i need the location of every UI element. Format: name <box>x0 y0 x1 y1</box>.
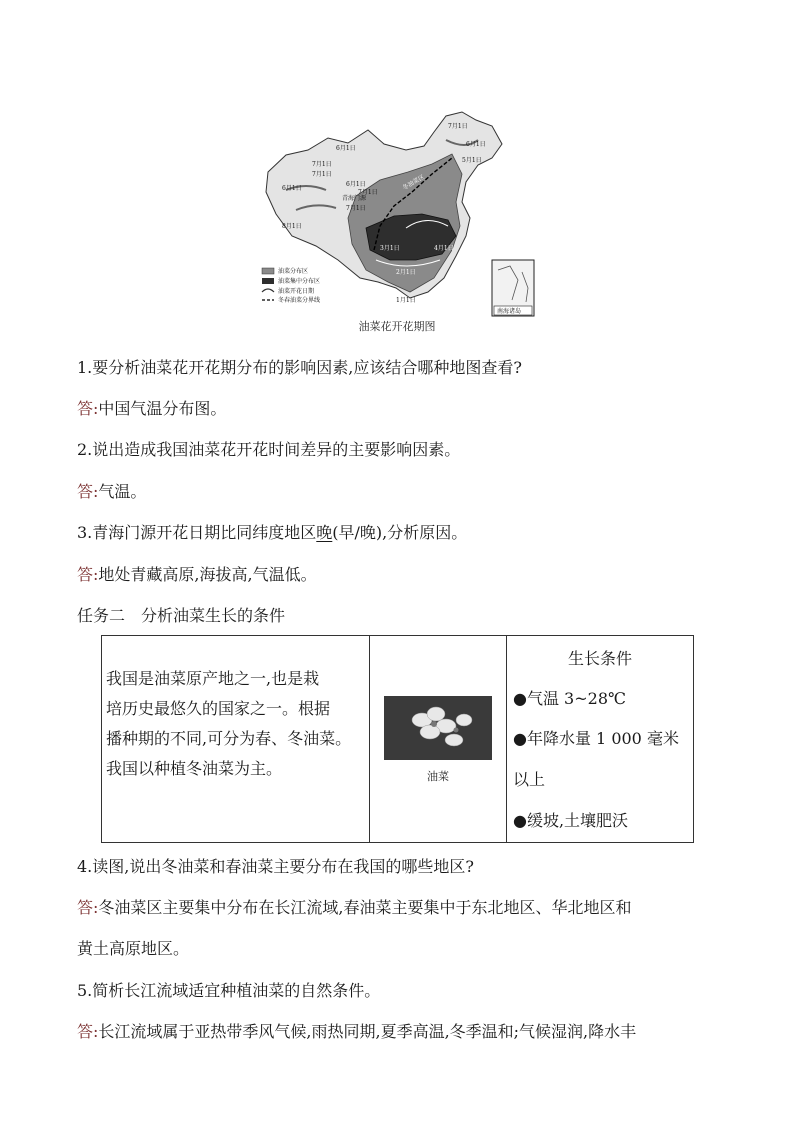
question-3-pre: 3.青海门源开花日期比同纬度地区 <box>77 523 317 542</box>
answer-label: 答: <box>77 399 99 418</box>
legend-swatch-concentrated <box>262 278 274 284</box>
answer-label: 答: <box>77 482 99 501</box>
question-3 <box>77 523 467 543</box>
map-label-ne3: 5月1日 <box>462 157 482 164</box>
answer-1 <box>77 399 226 419</box>
condition-precipitation: ●年降水量 1 000 毫米 <box>513 729 679 748</box>
condition-soil: ●缓坡,土壤肥沃 <box>513 811 629 830</box>
legend-concentrated: 油菜集中分布区 <box>278 278 321 285</box>
question-3-fill: 晚 <box>316 523 333 542</box>
answer-5-text-line-1: 长江流域属于亚热带季风气候,雨热同期,夏季高温,冬季温和;气候湿润,降水丰 <box>98 1022 637 1041</box>
map-label-s3: 2月1日 <box>396 269 416 276</box>
answer-3-text: 地处青藏高原,海拔高,气温低。 <box>98 565 317 584</box>
task2-heading <box>77 606 285 626</box>
answer-4 <box>77 898 632 918</box>
answer-label: 答: <box>77 898 99 917</box>
map-label-sw: 8月1日 <box>282 223 302 230</box>
map-label-w2: 7月1日 <box>312 171 332 178</box>
map-label-s4: 1月1日 <box>396 297 416 304</box>
table-photo-cell <box>370 636 507 843</box>
map-label-qinghai-menyuan: 青海门源 <box>342 195 367 202</box>
conditions-title: 生长条件 <box>567 649 632 668</box>
table-conditions-cell <box>507 636 694 843</box>
intro-line-3: 播种期的不同,可分为春、冬油菜。 <box>106 729 352 748</box>
legend-bloom-date: 油菜开花日期 <box>278 288 315 295</box>
condition-precipitation-cont: 以上 <box>513 770 546 789</box>
answer-label: 答: <box>77 1022 99 1041</box>
rapeseed-bloom-map <box>256 110 538 335</box>
answer-2-text: 气温。 <box>98 482 147 501</box>
map-label-winter-zone: 冬油菜区 <box>401 173 426 192</box>
legend-distribution: 油菜分布区 <box>278 268 309 275</box>
answer-label: 答: <box>77 565 99 584</box>
legend-swatch-distribution <box>262 268 274 274</box>
table-intro-cell <box>102 636 370 843</box>
map-label-mid2: 7月1日 <box>346 205 366 212</box>
task2-title: 分析油菜生长的条件 <box>141 606 286 625</box>
condition-temperature: ●气温 3~28℃ <box>513 689 626 708</box>
intro-line-4: 我国以种植冬油菜为主。 <box>106 759 283 778</box>
growth-conditions-table <box>101 635 694 843</box>
answer-3 <box>77 565 317 585</box>
question-1: 1.要分析油菜花开花期分布的影响因素,应该结合哪种地图查看? <box>77 358 522 377</box>
map-label-w1: 6月1日 <box>282 185 302 192</box>
map-label-ne1: 7月1日 <box>448 123 468 130</box>
answer-4-text-line-1: 冬油菜区主要集中分布在长江流域,春油菜主要集中于东北地区、华北地区和 <box>98 898 632 917</box>
legend-swatch-isoline <box>262 289 274 292</box>
intro-line-1: 我国是油菜原产地之一,也是栽 <box>106 669 320 688</box>
task2-label: 任务二 <box>77 606 126 625</box>
question-3-post: (早/晚),分析原因。 <box>332 523 468 542</box>
photo-caption: 油菜 <box>427 770 449 783</box>
map-label-nw2: 7月1日 <box>312 161 332 168</box>
answer-5 <box>77 1022 636 1042</box>
map-label-s2: 4月1日 <box>434 245 454 252</box>
question-4: 4.读图,说出冬油菜和春油菜主要分布在我国的哪些地区? <box>77 857 474 876</box>
legend-boundary: 冬春油菜分界线 <box>278 297 321 304</box>
intro-line-2: 培历史最悠久的国家之一。根据 <box>106 699 331 718</box>
map-label-s1: 3月1日 <box>380 245 400 252</box>
question-2: 2.说出造成我国油菜花开花时间差异的主要影响因素。 <box>77 440 461 459</box>
question-5: 5.简析长江流域适宜种植油菜的自然条件。 <box>77 981 381 1000</box>
map-label-qh2: 7月1日 <box>358 189 378 196</box>
answer-4-text-line-2: 黄土高原地区。 <box>77 939 190 958</box>
map-caption: 油菜花开花期图 <box>358 320 436 333</box>
map-label-nw1: 6月1日 <box>336 145 356 152</box>
map-label-mid1: 6月1日 <box>346 181 366 188</box>
rapeseed-photo <box>384 696 492 760</box>
answer-2 <box>77 482 146 502</box>
answer-1-text: 中国气温分布图。 <box>98 399 227 418</box>
inset-label: 南海诸岛 <box>497 308 522 315</box>
map-label-ne2: 6月1日 <box>466 141 486 148</box>
china-map-graphic <box>256 110 538 320</box>
